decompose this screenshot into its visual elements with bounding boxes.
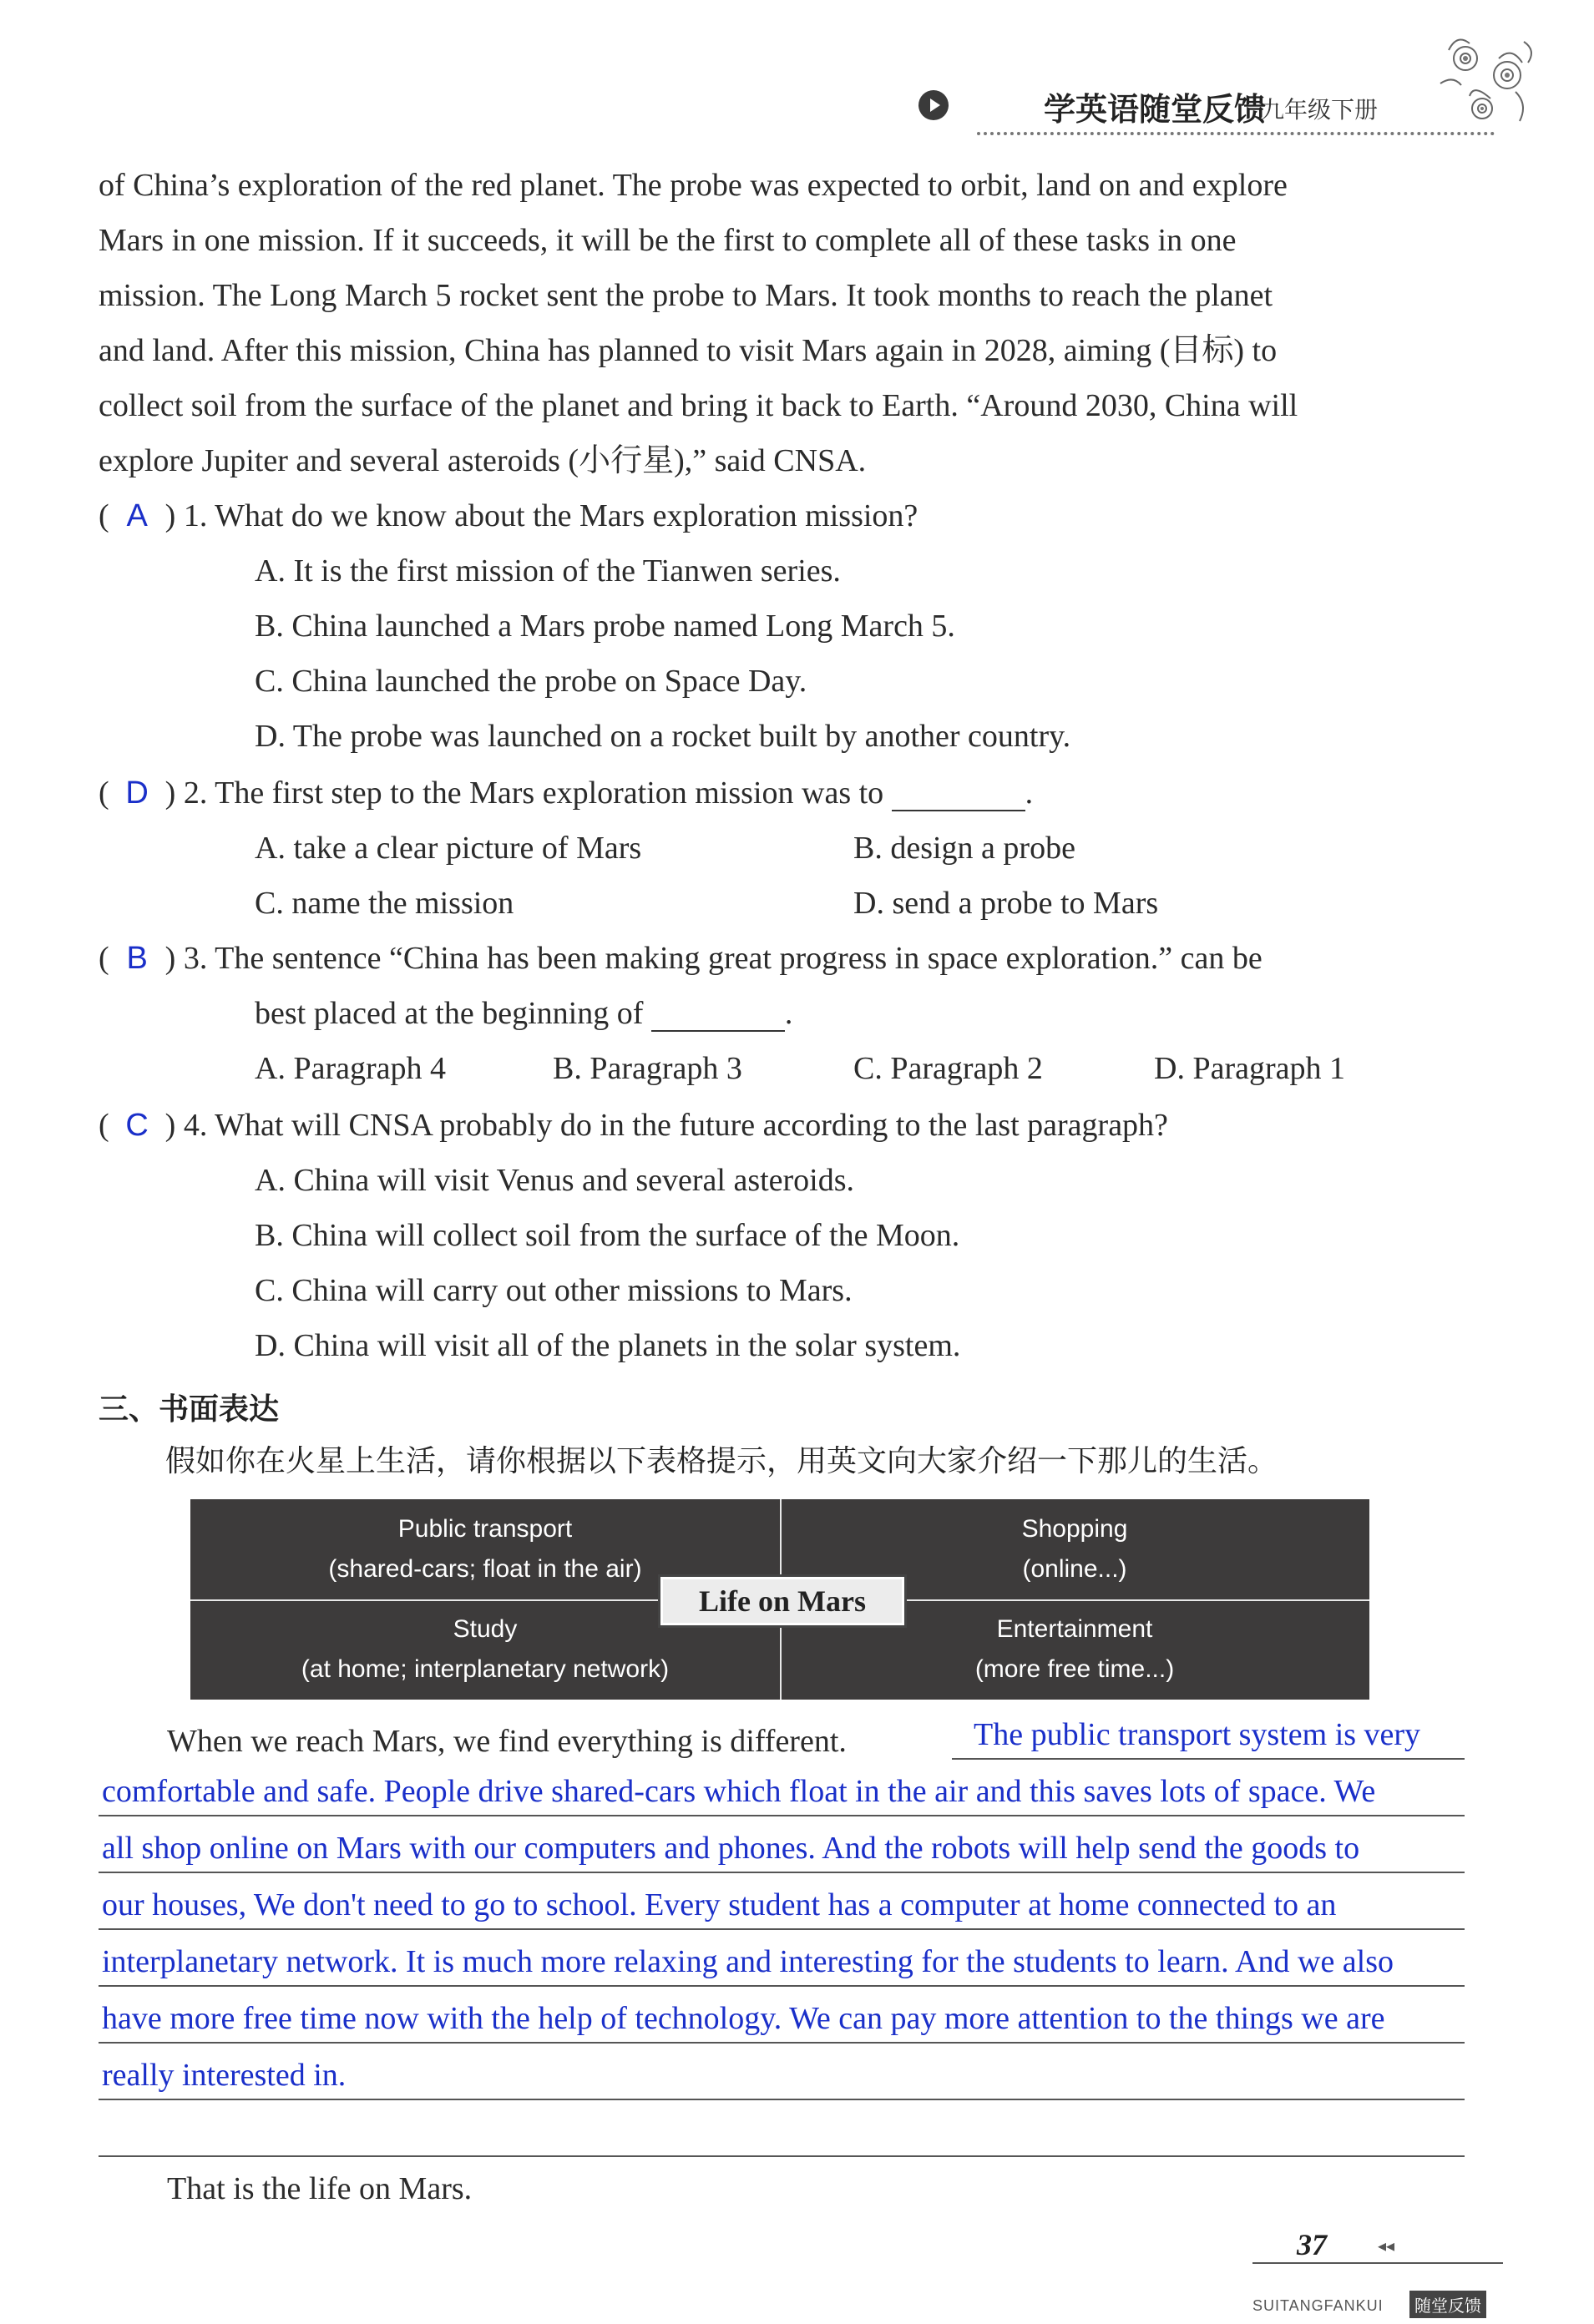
- writing-rule: [99, 2155, 1465, 2157]
- q3-option-d: D. Paragraph 1: [1154, 1051, 1345, 1086]
- footer-divider: [1252, 2262, 1503, 2264]
- cell-hint: (online...): [1022, 1555, 1127, 1583]
- writing-answer-line-6: have more free time now with the help of technology. We can pay more attention to the things we are: [102, 2001, 1385, 2036]
- writing-rule: [99, 1985, 1465, 1987]
- question-4: [99, 1107, 1168, 1144]
- q4-option-b: B. China will collect soil from the surface of the Moon.: [255, 1218, 960, 1253]
- page-number: 37: [1297, 2228, 1327, 2261]
- cell-hint: (more free time...): [974, 1655, 1175, 1683]
- book-title: 学英语随堂反馈: [1044, 91, 1267, 128]
- life-on-mars-table: [190, 1499, 1369, 1700]
- q3-option-b: B. Paragraph 3: [553, 1051, 742, 1086]
- answer-paren-close: ): [164, 1108, 176, 1143]
- answer-blank: [651, 1005, 785, 1032]
- writing-closing: That is the life on Mars.: [167, 2171, 473, 2206]
- writing-opening: When we reach Mars, we find everything is different.: [167, 1724, 847, 1759]
- q1-option-c: C. China launched the probe on Space Day.: [255, 664, 807, 699]
- writing-answer-line-5: interplanetary network. It is much more relaxing and interesting for the students to learn. And we also: [102, 1944, 1394, 1979]
- cell-heading: Shopping: [1021, 1515, 1128, 1543]
- table-center-label: Life on Mars: [658, 1574, 907, 1628]
- q3-option-c: C. Paragraph 2: [853, 1051, 1043, 1086]
- answer-1: A: [126, 498, 148, 533]
- cell-hint: (at home; interplanetary network): [301, 1655, 670, 1683]
- header-divider: [977, 132, 1495, 135]
- q4-option-d: D. China will visit all of the planets in the solar system.: [255, 1328, 961, 1363]
- writing-rule: [99, 1872, 1465, 1873]
- passage-line-5: collect soil from the surface of the planet and bring it back to Earth. “Around 2030, China will: [99, 388, 1298, 423]
- answer-paren-open: (: [99, 941, 109, 976]
- writing-answer-line-2: comfortable and safe. People drive shared-cars which float in the air and this saves lots of space. We: [102, 1774, 1376, 1809]
- q2-option-c: C. name the mission: [255, 886, 514, 921]
- answer-4: C: [125, 1108, 149, 1143]
- answer-paren-close: ): [164, 776, 176, 811]
- question-2: ( D ) 2. The first step to the Mars exploration mission was to .: [99, 776, 1034, 811]
- flower-decoration-icon: [1424, 25, 1549, 150]
- double-arrow-left-icon: ◂◂: [1378, 2236, 1395, 2256]
- q1-option-d: D. The probe was launched on a rocket built by another country.: [255, 719, 1071, 754]
- footer-brand-cn: 随堂反馈: [1409, 2291, 1486, 2318]
- question-2-text: 2. The first step to the Mars exploration mission was to: [183, 776, 884, 811]
- q1-option-a: A. It is the first mission of the Tianwen series.: [255, 553, 841, 589]
- q3-option-a: A. Paragraph 4: [255, 1051, 446, 1086]
- answer-2: D: [125, 776, 149, 811]
- writing-rule: [99, 1815, 1465, 1816]
- cell-heading: Public transport: [397, 1515, 573, 1543]
- play-icon: [918, 90, 949, 120]
- writing-answer-line-1: The public transport system is very: [974, 1717, 1421, 1752]
- question-4-text: 4. What will CNSA probably do in the future according to the last paragraph?: [183, 1108, 1168, 1143]
- answer-paren-close: ): [164, 498, 176, 533]
- q2-option-d: D. send a probe to Mars: [853, 886, 1159, 921]
- writing-rule: [952, 1758, 1465, 1760]
- writing-rule: [99, 2042, 1465, 2044]
- answer-3: B: [126, 941, 148, 976]
- answer-paren-open: (: [99, 776, 109, 811]
- footer-brand-en: SUITANGFANKUI: [1252, 2297, 1384, 2314]
- passage-line-6: explore Jupiter and several asteroids (小行星),” said CNSA.: [99, 443, 867, 478]
- passage-line-4: and land. After this mission, China has planned to visit Mars again in 2028, aiming (目标) to: [99, 333, 1278, 368]
- answer-paren-close: ): [164, 941, 176, 976]
- question-3-continued: best placed at the beginning of .: [255, 996, 793, 1031]
- q4-option-a: A. China will visit Venus and several asteroids.: [255, 1163, 855, 1198]
- writing-answer-line-4: our houses, We don't need to go to school. Every student has a computer at home connected to an: [102, 1887, 1337, 1922]
- writing-answer-line-7: really interested in.: [102, 2058, 347, 2093]
- cell-hint: (shared-cars; float in the air): [328, 1555, 642, 1583]
- q2-option-b: B. design a probe: [853, 831, 1075, 866]
- writing-answer-line-3: all shop online on Mars with our computers and phones. And the robots will help send the goods to: [102, 1831, 1360, 1866]
- question-1-text: 1. What do we know about the Mars exploration mission?: [183, 498, 918, 533]
- passage-line-3: mission. The Long March 5 rocket sent the probe to Mars. It took months to reach the planet: [99, 278, 1273, 313]
- question-3-text-2: best placed at the beginning of: [255, 996, 644, 1031]
- question-3-text: 3. The sentence “China has been making great progress in space exploration.” can be: [183, 941, 1263, 976]
- answer-blank: [892, 785, 1025, 811]
- question-3: [99, 940, 1263, 977]
- section-instruction: 假如你在火星上生活，请你根据以下表格提示，用英文向大家介绍一下那儿的生活。: [165, 1444, 1278, 1478]
- answer-paren-open: (: [99, 498, 109, 533]
- writing-rule: [99, 2099, 1465, 2100]
- passage-line-2: Mars in one mission. If it succeeds, it will be the first to complete all of these tasks in one: [99, 223, 1237, 258]
- question-1: [99, 498, 918, 534]
- cell-heading: Entertainment: [996, 1615, 1153, 1643]
- passage-line-1: of China’s exploration of the red planet. The probe was expected to orbit, land on and explore: [99, 168, 1288, 203]
- section-title: 三、书面表达: [99, 1392, 280, 1427]
- cell-heading: Study: [453, 1615, 518, 1643]
- q4-option-c: C. China will carry out other missions to Mars.: [255, 1273, 853, 1308]
- writing-rule: [99, 1928, 1465, 1930]
- book-subtitle: 九年级下册: [1261, 96, 1379, 124]
- page-header: [918, 75, 1470, 142]
- answer-paren-open: (: [99, 1108, 109, 1143]
- q1-option-b: B. China launched a Mars probe named Long March 5.: [255, 609, 955, 644]
- q2-option-a: A. take a clear picture of Mars: [255, 831, 642, 866]
